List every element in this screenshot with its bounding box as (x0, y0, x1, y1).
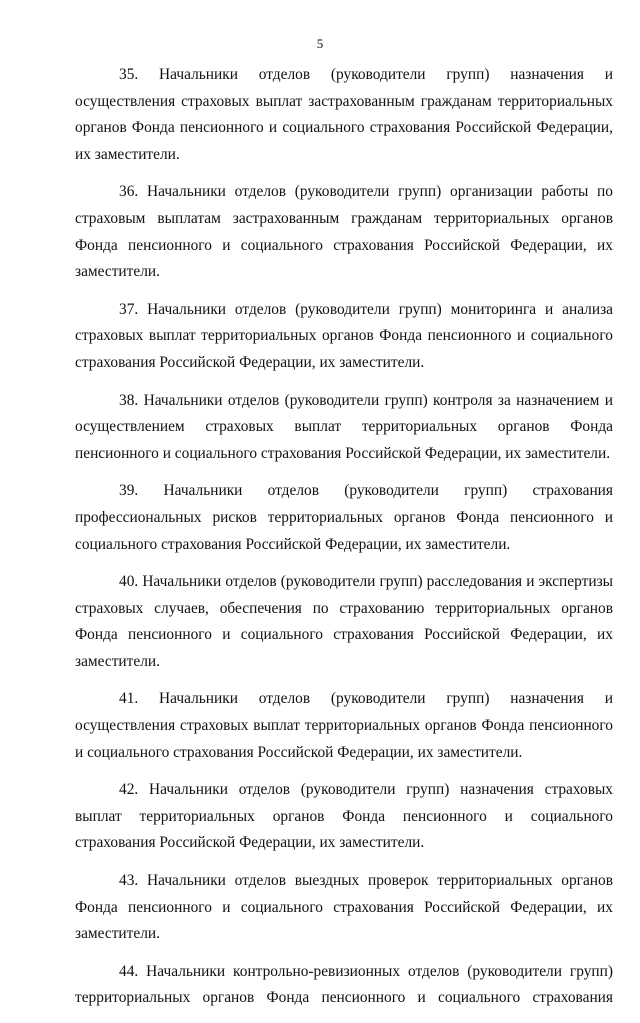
paragraph-41: 41. Начальники отделов (руководители групп) назначения и осуществления страховых выплат территориальных органов Фонда пенсионного и социального страхования Российской Федерации, их заместители. (75, 690, 613, 761)
paragraph-37: 37. Начальники отделов (руководители групп) мониторинга и анализа страховых выплат территориальных органов Фонда пенсионного и социального страхования Российской Федерации, их заместители. (75, 300, 613, 371)
paragraph-38: 38. Начальники отделов (руководители групп) контроля за назначением и осуществлением страховых выплат территориальных органов Фонда пенсионного и социального страхования Российской Федерации, их заместители. (75, 391, 613, 462)
paragraph-35: 35. Начальники отделов (руководители групп) назначения и осуществления страховых выплат застрахованным гражданам территориальных органов Фонда пенсионного и социального страхования Российской Федерации, их заместители. (75, 66, 613, 163)
paragraph-44: 44. Начальники контрольно-ревизионных отделов (руководители групп) территориальных органов Фонда пенсионного и социального страхования (75, 962, 613, 1007)
paragraph-36: 36. Начальники отделов (руководители групп) организации работы по страховым выплатам застрахованным гражданам территориальных органов Фонда пенсионного и социального страхования Российской Федерации, их заместители. (75, 183, 613, 281)
paragraph-42: 42. Начальники отделов (руководители групп) назначения страховых выплат территориальных органов Фонда пенсионного и социального страхования Российской Федерации, их заместители. (75, 781, 613, 852)
document-body (75, 62, 613, 1023)
paragraph-40: 40. Начальники отделов (руководители групп) расследования и экспертизы страховых случаев, обеспечения по страхованию территориальных органов Фонда пенсионного и социального страхования Российской Федерации, их заместители. (75, 573, 613, 670)
page-number: 5 (316, 36, 324, 51)
paragraph-43: 43. Начальники отделов выездных проверок территориальных органов Фонда пенсионного и социального страхования Российской Федерации, их заместители. (75, 872, 613, 943)
paragraph-39: 39. Начальники отделов (руководители групп) страхования профессиональных рисков территориальных органов Фонда пенсионного и социального страхования Российской Федерации, их заместители. (75, 482, 613, 553)
